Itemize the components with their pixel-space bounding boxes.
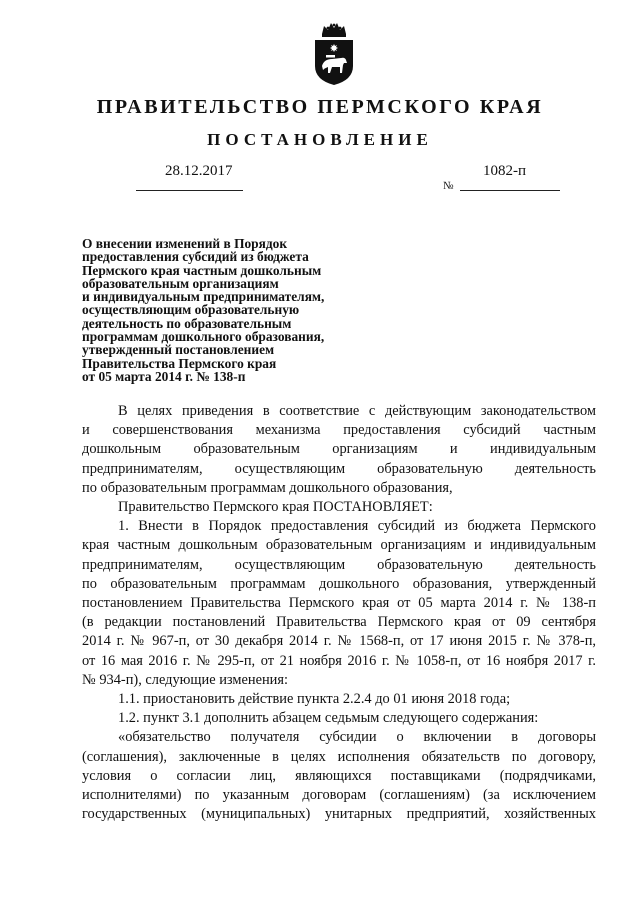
body-line: (в редакции постановлений Правительства Пермского края от 09 сентября bbox=[82, 614, 596, 631]
number-sign: № bbox=[443, 180, 454, 192]
subject-line: от 05 марта 2014 г. № 138-п bbox=[82, 368, 246, 384]
body-line: государственных (муниципальных) унитарных предприятий, хозяйственных bbox=[82, 806, 596, 823]
government-title: ПРАВИТЕЛЬСТВО ПЕРМСКОГО КРАЯ bbox=[96, 96, 544, 118]
document-number: 1082-п bbox=[483, 163, 527, 179]
subject-line: О внесении изменений в Порядок bbox=[82, 236, 288, 251]
date-underline bbox=[136, 190, 243, 191]
body-line: (соглашения), заключенные в целях исполнения обязательств по договору, bbox=[82, 748, 596, 765]
body-line: от 16 мая 2016 г. № 295-п, от 21 ноября 2016 г. № 1058-п, от 16 ноября 2017 г. bbox=[82, 652, 596, 669]
subject-line: деятельность по образовательным bbox=[82, 315, 292, 331]
document-type: ПОСТАНОВЛЕНИЕ bbox=[207, 130, 433, 149]
body-line: края частным дошкольным образовательным организациям и индивидуальным bbox=[82, 537, 596, 554]
body-line: исполнителями) по указанным договорам (соглашениям) (за исключением bbox=[82, 787, 596, 804]
body-line: 1.2. пункт 3.1 дополнить абзацем седьмым следующего содержания: bbox=[118, 710, 539, 727]
number-underline bbox=[460, 190, 560, 191]
body-line: 1. Внести в Порядок предоставления субсидий из бюджета Пермского bbox=[118, 518, 596, 535]
body-line: В целях приведения в соответствие с действующим законодательством bbox=[118, 403, 596, 419]
subject-line: Правительства Пермского края bbox=[82, 355, 277, 371]
subject-line: осуществляющим образовательную bbox=[82, 302, 300, 318]
body-line: постановлением Правительства Пермского края от 05 марта 2014 г. № 138-п bbox=[82, 595, 596, 612]
body-line: № 934-п), следующие изменения: bbox=[82, 671, 288, 688]
body-line: условия о согласии лиц, являющихся поставщиками (подрядчиками, bbox=[82, 767, 596, 784]
subject-line: утвержденный постановлением bbox=[82, 342, 275, 358]
subject-line: программам дошкольного образования, bbox=[82, 329, 325, 345]
body-line: и совершенствования механизма предоставления субсидий частным bbox=[82, 422, 596, 439]
body-line: 1.1. приостановить действие пункта 2.2.4 до 01 июня 2018 года; bbox=[118, 691, 511, 708]
subject-line: предоставления субсидий из бюджета bbox=[82, 249, 309, 265]
body-line: дошкольным образовательным организациям и индивидуальным bbox=[82, 441, 596, 458]
subject-line: и индивидуальным предпринимателям, bbox=[82, 289, 325, 305]
body-line: предпринимателям, осуществляющим образовательную деятельность bbox=[82, 460, 596, 477]
body-line: предпринимателям, осуществляющим образовательную деятельность bbox=[82, 556, 596, 573]
body-line: 2014 г. № 967-п, от 30 декабря 2014 г. № 1568-п, от 17 июня 2015 г. № 378-п, bbox=[82, 633, 596, 650]
document-date: 28.12.2017 bbox=[165, 163, 233, 179]
subject-line: Пермского края частным дошкольным bbox=[82, 262, 322, 278]
body-line: по образовательным программам дошкольного образования, утвержденный bbox=[82, 575, 596, 592]
body-line: «обязательство получателя субсидии о включении в договоры bbox=[118, 729, 596, 746]
coat-of-arms-icon bbox=[312, 20, 356, 86]
document-subject bbox=[82, 237, 382, 383]
body-line: Правительство Пермского края ПОСТАНОВЛЯЕТ: bbox=[118, 499, 433, 516]
document-body bbox=[82, 402, 596, 824]
subject-line: образовательным организациям bbox=[82, 275, 279, 291]
body-line: по образовательным программам дошкольного образования, bbox=[82, 479, 453, 496]
